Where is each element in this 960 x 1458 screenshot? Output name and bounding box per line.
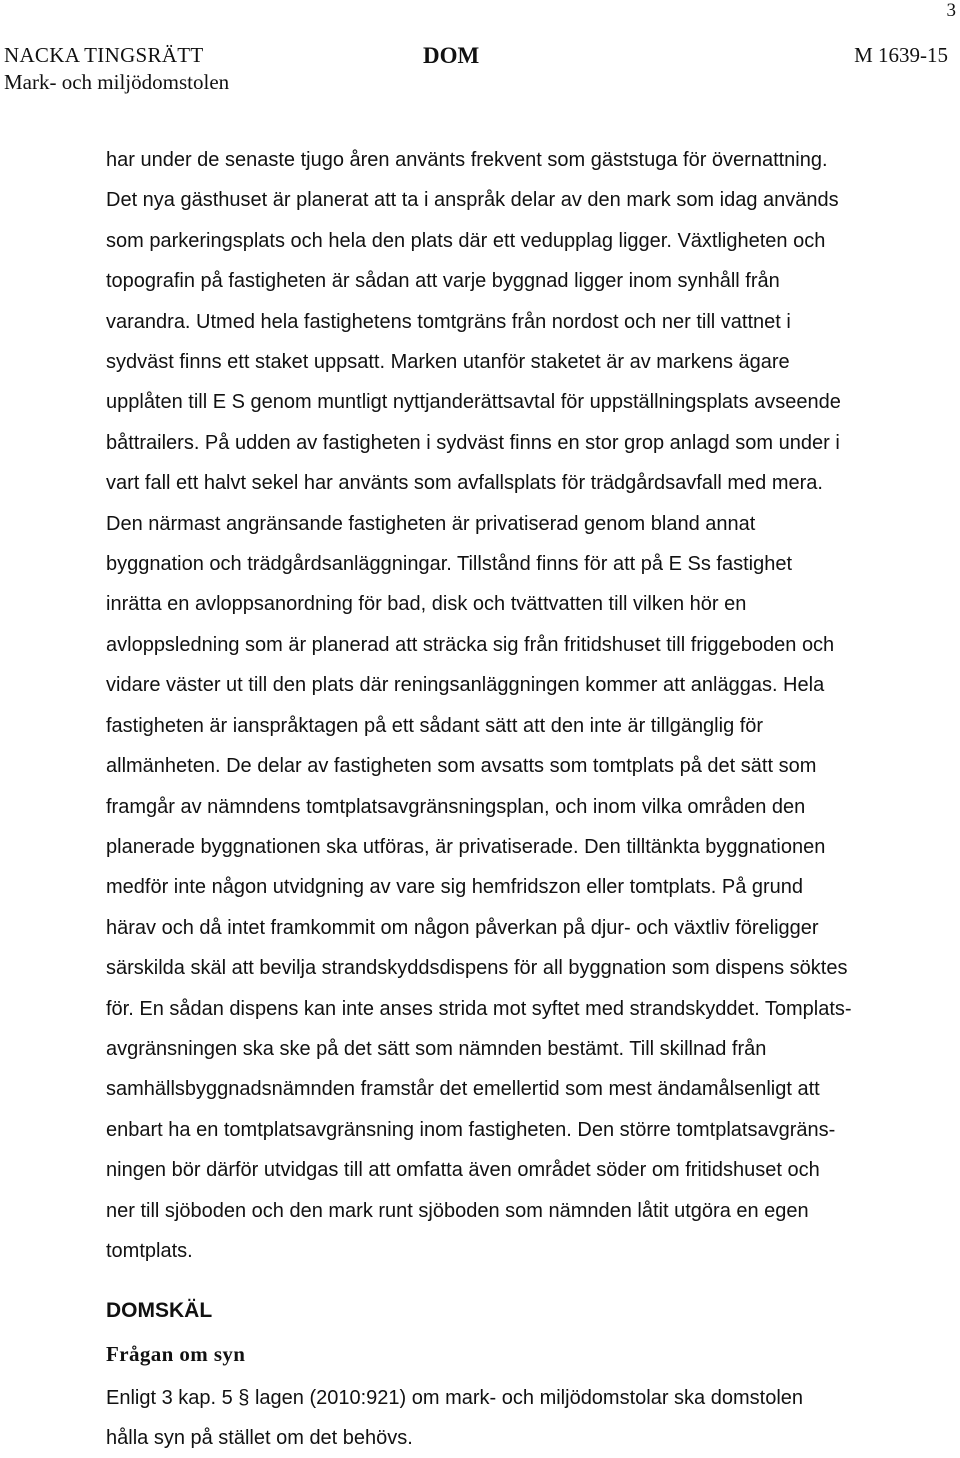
case-number: M 1639-15 (854, 43, 948, 67)
closing-line: Enligt 3 kap. 5 § lagen (2010:921) om mark- och miljödomstolar ska domstolen (106, 1387, 804, 1409)
body-line: särskilda skäl att bevilja strandskyddsdispens för all byggnation som dispens söktes (106, 957, 848, 980)
body-line: inrätta en avloppsanordning för bad, disk och tvättvatten till vilken hör en (106, 593, 747, 616)
court-division: Mark- och miljödomstolen (4, 70, 230, 94)
body-line: avgränsningen ska ske på det sätt som nämnden bestämt. Till skillnad från (106, 1037, 767, 1060)
body-line: båttrailers. På udden av fastigheten i sydväst finns en stor grop anlagd som under i (106, 431, 840, 454)
body-line: sydväst finns ett staket uppsatt. Marken utanför staketet är av markens ägare (106, 351, 790, 374)
section-heading: DOMSKÄL (106, 1299, 213, 1322)
body-line: planerade byggnationen ska utföras, är privatiserade. Den tilltänkta byggnationen (106, 835, 826, 858)
body-line: Den närmast angränsande fastigheten är privatiserad genom bland annat (106, 512, 756, 535)
body-line: enbart ha en tomtplatsavgränsning inom fastigheten. Den större tomtplatsavgräns- (106, 1118, 836, 1141)
body-line: allmänheten. De delar av fastigheten som avsatts som tomtplats på det sätt som (106, 755, 817, 778)
body-line: fastigheten är ianspråktagen på ett sådant sätt att den inte är tillgänglig för (106, 714, 764, 737)
body-line: vart fall ett halvt sekel har använts som avfallsplats för trädgårdsavfall med mera. (106, 472, 823, 495)
body-line: vidare väster ut till den plats där reningsanläggningen kommer att anläggas. Hela (106, 674, 825, 697)
page-number: 3 (946, 0, 956, 21)
body-line: samhällsbyggnadsnämnden framstår det emellertid som mest ändamålsenligt att (106, 1078, 820, 1101)
body-paragraph (106, 140, 901, 1271)
closing-paragraph (106, 1378, 901, 1458)
closing-line: hålla syn på stället om det behövs. (106, 1427, 413, 1449)
body-line: avloppsledning som är planerad att sträcka sig från fritidshuset till friggeboden och (106, 633, 835, 656)
body-line: Det nya gästhuset är planerat att ta i anspråk delar av den mark som idag används (106, 189, 839, 212)
body-line: för. En sådan dispens kan inte anses strida mot syftet med strandskyddet. Tomplats- (106, 997, 852, 1020)
body-line: tomtplats. (106, 1239, 193, 1262)
body-line: ningen bör därför utvidgas till att omfatta även området söder om fritidshuset och (106, 1159, 820, 1182)
court-name: NACKA TINGSRÄTT (4, 43, 204, 67)
body-line: härav och då intet framkommit om någon påverkan på djur- och växtliv föreligger (106, 916, 819, 939)
body-line: byggnation och trädgårdsanläggningar. Tillstånd finns för att på E Ss fastighet (106, 553, 792, 576)
document-type: DOM (423, 43, 480, 68)
body-line: som parkeringsplats och hela den plats där ett vedupplag ligger. Växtligheten och (106, 229, 826, 252)
body-line: har under de senaste tjugo åren använts frekvent som gäststuga för övernattning. (106, 149, 828, 171)
body-line: topografin på fastigheten är sådan att varje byggnad ligger inom synhåll från (106, 270, 780, 293)
body-line: ner till sjöboden och den mark runt sjöboden som nämnden låtit utgöra en egen (106, 1199, 809, 1222)
document-header (4, 42, 948, 98)
body-line: varandra. Utmed hela fastighetens tomtgräns från nordost och ner till vattnet i (106, 310, 791, 333)
body-line: framgår av nämndens tomtplatsavgränsningsplan, och inom vilka områden den (106, 795, 806, 818)
body-line: medför inte någon utvidgning av vare sig hemfridszon eller tomtplats. På grund (106, 876, 804, 899)
body-line: upplåten till E S genom muntligt nyttjanderättsavtal för uppställningsplats avseende (106, 391, 841, 414)
sub-heading: Frågan om syn (106, 1342, 246, 1366)
